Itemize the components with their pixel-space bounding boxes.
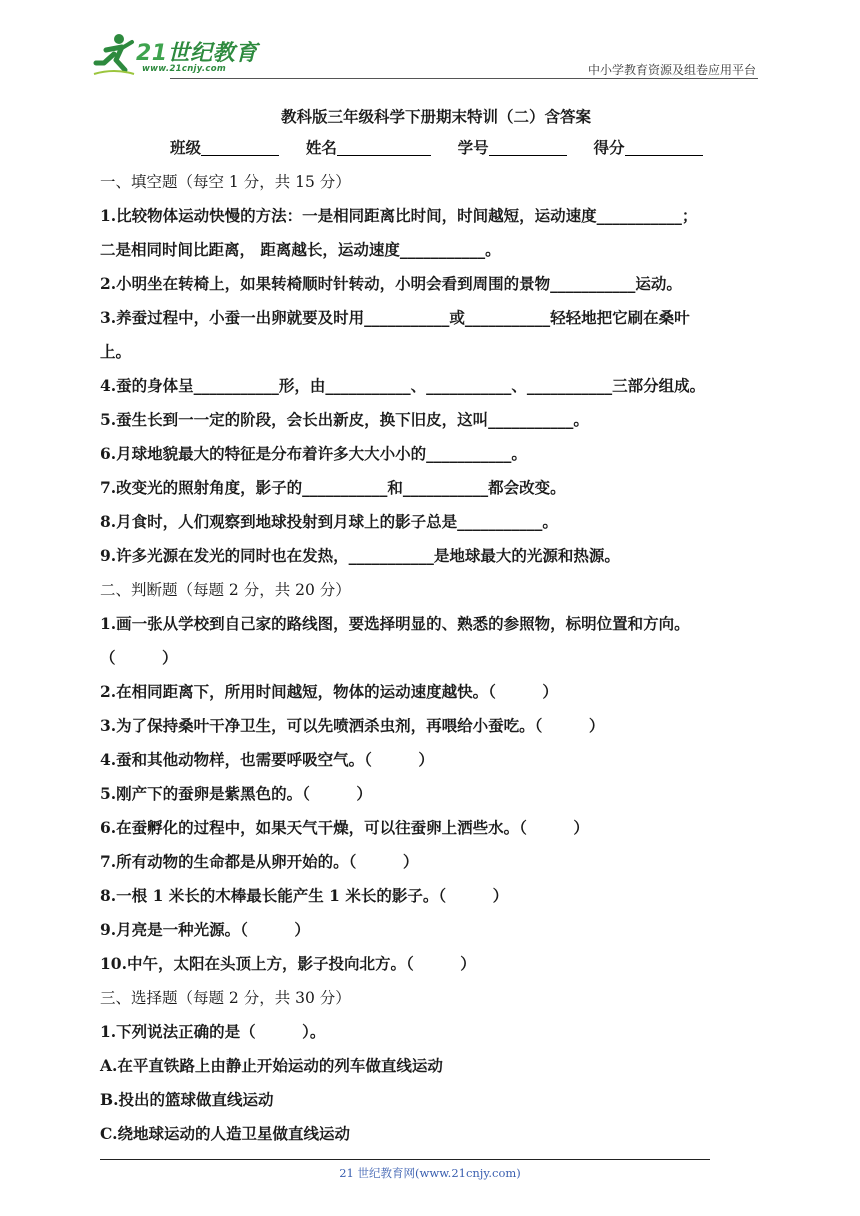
question-line: 5.刚产下的蚕卵是紫黑色的。（ ） [100,784,372,803]
question-line: 二是相同时间比距离， 距离越长，运动速度___________。 [100,240,501,259]
question-line: 3.为了保持桑叶干净卫生，可以先喷洒杀虫剂，再喂给小蚕吃。（ ） [100,716,605,735]
question-line: 10.中午，太阳在头顶上方，影子投向北方。（ ） [100,954,476,973]
document-body [100,103,760,1151]
option-line: B.投出的篮球做直线运动 [100,1090,274,1109]
question-line: 5.蚕生长到一一定的阶段，会长出新皮，换下旧皮，这叫___________。 [100,410,589,429]
runner-logo-icon [92,30,136,76]
class-blank[interactable] [201,139,279,156]
question-line: 1.比较物体运动快慢的方法：一是相同距离比时间，时间越短，运动速度___________； [100,206,698,225]
question-line: 8.月食时，人们观察到地球投射到月球上的影子总是___________。 [100,512,558,531]
question-line: （ ） [100,648,178,667]
question-line: 6.月球地貌最大的特征是分布着许多大大小小的___________。 [100,444,527,463]
header-divider [170,78,758,79]
class-label: 班级 [170,138,202,157]
name-label: 姓名 [305,138,337,157]
question-line: 7.所有动物的生命都是从卵开始的。（ ） [100,852,419,871]
section-heading: 一、填空题（每空 1 分，共 15 分） [100,173,351,191]
logo-url: www.21cnjy.com [142,64,226,74]
question-line: 上。 [100,342,132,361]
page-footer: 21 世纪教育网(www.21cnjy.com) [339,1166,521,1180]
question-line: 6.在蚕孵化的过程中，如果天气干燥，可以往蚕卵上洒些水。（ ） [100,818,589,837]
question-line: 4.蚕和其他动物样，也需要呼吸空气。（ ） [100,750,434,769]
section-heading: 三、选择题（每题 2 分，共 30 分） [100,989,351,1007]
id-blank[interactable] [489,139,567,156]
question-line: 8.一根 1 米长的木棒最长能产生 1 米长的影子。（ ） [100,886,509,905]
student-info-row [100,131,760,165]
question-line: 9.许多光源在发光的同时也在发热，___________是地球最大的光源和热源。 [100,546,620,565]
page-title: 教科版三年级科学下册期末特训（二）含答案 [280,107,591,126]
question-line: 7.改变光的照射角度，影子的___________和___________都会改变。 [100,478,566,497]
score-blank[interactable] [625,139,703,156]
page-header [0,0,860,80]
section-heading: 二、判断题（每题 2 分，共 20 分） [100,581,351,599]
question-line: 1.画一张从学校到自己家的路线图，要选择明显的、熟悉的参照物，标明位置和方向。 [100,614,690,633]
question-line: 3.养蚕过程中，小蚕一出卵就要及时用___________或___________轻轻地把它刷在桑叶 [100,308,690,327]
footer-divider [100,1159,710,1160]
site-logo [92,30,262,78]
question-line: 2.在相同距离下，所用时间越短，物体的运动速度越快。（ ） [100,682,558,701]
id-label: 学号 [457,138,489,157]
platform-name: 中小学教育资源及组卷应用平台 [587,63,756,77]
question-line: 9.月亮是一种光源。（ ） [100,920,310,939]
question-line: 2.小明坐在转椅上，如果转椅顺时针转动，小明会看到周围的景物___________运动。 [100,274,682,293]
option-line: A.在平直铁路上由静止开始运动的列车做直线运动 [100,1056,443,1075]
score-label: 得分 [593,138,625,157]
name-blank[interactable] [337,139,431,156]
logo-text: 21世纪教育 [136,41,258,66]
option-line: C.绕地球运动的人造卫星做直线运动 [100,1124,350,1143]
question-line: 1.下列说法正确的是（ ）。 [100,1022,326,1041]
question-line: 4.蚕的身体呈___________形，由___________、___________、___________三部分组成。 [100,376,706,395]
